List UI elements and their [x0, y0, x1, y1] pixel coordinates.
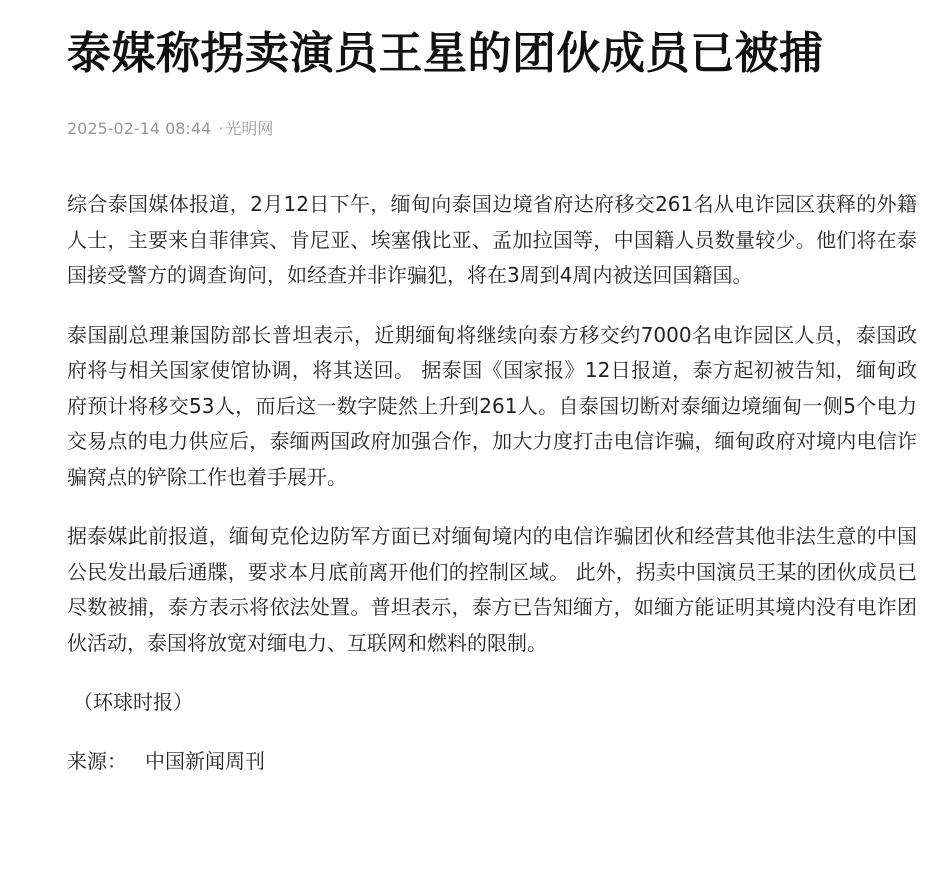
paragraph-3: 据泰媒此前报道，缅甸克伦边防军方面已对缅甸境内的电信诈骗团伙和经营其他非法生意的中国公民发出最后通牒，要求本月底前离开他们的控制区域。 此外，拐卖中国演员王某的团伙成员已尽数被捕，泰方表示将依法处置。普坦表示，泰方已告知缅方，如缅方能证明其境内没有电诈团伙活动，泰国将放宽对缅电力、互联网和燃料的限制。: [67, 524, 917, 655]
article-meta: [67, 117, 917, 141]
source-value: 中国新闻周刊: [145, 749, 265, 773]
paragraph-1: 综合泰国媒体报道，2月12日下午，缅甸向泰国边境省府达府移交261名从电诈园区获释的外籍人士，主要来自菲律宾、肯尼亚、埃塞俄比亚、孟加拉国等，中国籍人员数量较少。他们将在泰国接受警方的调查询问，如经查并非诈骗犯，将在3周到4周内被送回国籍国。: [67, 192, 917, 287]
publisher-name: 光明网: [225, 119, 274, 138]
source-label: 来源：: [67, 749, 127, 773]
paragraph-2: 泰国副总理兼国防部长普坦表示，近期缅甸将继续向泰方移交约7000名电诈园区人员，泰国政府将与相关国家使馆协调，将其送回。 据泰国《国家报》12日报道，泰方起初被告知，缅甸政府预计将移交53人，而后这一数字陡然上升到261人。自泰国切断对泰缅边境缅甸一侧5个电力交易点的电力供应后，泰缅两国政府加强合作，加大力度打击电信诈骗，缅甸政府对境内电信诈骗窝点的铲除工作也着手展开。: [67, 322, 917, 489]
article: [67, 0, 917, 779]
meta-separator: ·: [218, 119, 224, 138]
article-body: [67, 187, 917, 779]
article-title: 泰媒称拐卖演员王星的团伙成员已被捕: [67, 28, 824, 79]
article-credit: （环球时报）: [73, 690, 193, 714]
publish-date: 2025-02-14 08:44: [67, 119, 212, 138]
article-source: [67, 744, 917, 779]
